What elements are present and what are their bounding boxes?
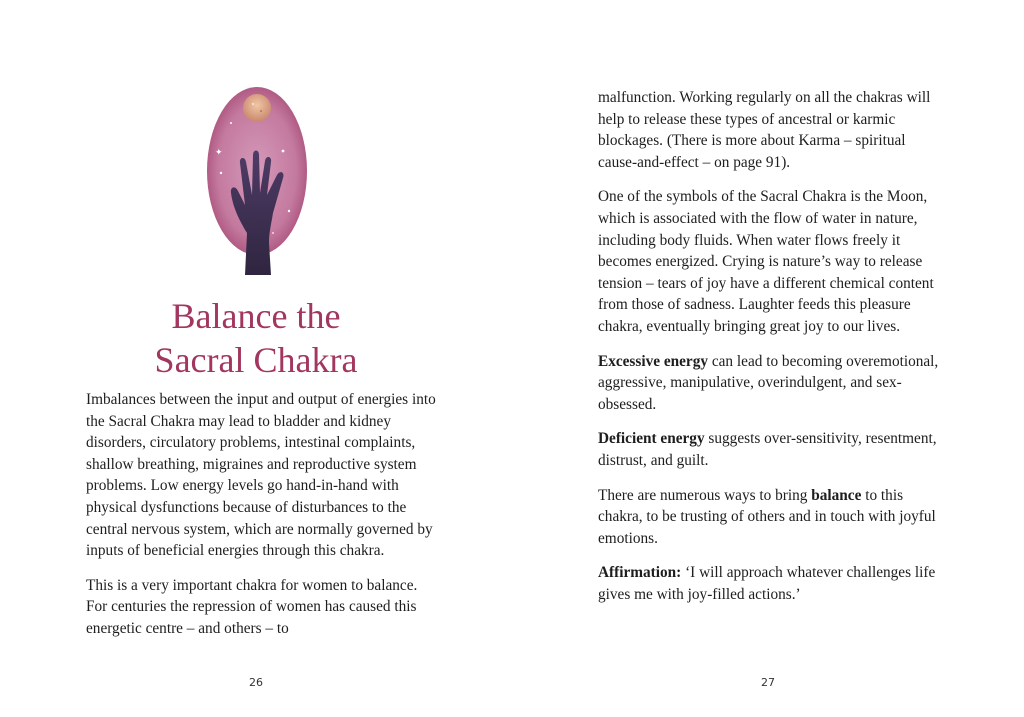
deficient-energy-text: suggests over-sensitivity, resentment, distrust, and guilt. (598, 430, 937, 469)
paragraph: One of the symbols of the Sacral Chakra is the Moon, which is associated with the flow of water in nature, including body fluids. When water flows freely it becomes energized. Crying is nature’s way to release tension – tears of joy have a different chemical content from those of sadness. Laughter feeds this pleasure chakra, eventually bringing great joy to our lives. (598, 188, 934, 335)
left-body-text (86, 389, 436, 653)
title-line-2: Sacral Chakra (154, 340, 358, 380)
page-number: 26 (249, 676, 263, 689)
paragraph-balance (598, 485, 948, 550)
excessive-energy-label: Excessive energy (598, 352, 709, 370)
paragraph: malfunction. Working regularly on all the chakras will help to release these types of ancestral or karmic blockages. (There is more about Karma – spiritual cause-and-effect – on page 91). (598, 89, 931, 171)
page-number: 27 (761, 676, 775, 689)
hand-reaching-moon-icon (201, 83, 313, 275)
title-line-1: Balance the (171, 296, 341, 336)
balance-text-after: to this chakra, to be trusting of others and in touch with joyful emotions. (598, 486, 936, 547)
affirmation-label: Affirmation: (598, 564, 682, 582)
excessive-energy-text: can lead to becoming overemotional, aggressive, manipulative, overindulgent, and sex-obsessed. (598, 352, 939, 413)
deficient-energy-label: Deficient energy (598, 430, 705, 448)
page-title (86, 294, 426, 382)
right-page (512, 0, 1024, 717)
svg-text:✦: ✦ (215, 148, 223, 158)
paragraph: Imbalances between the input and output of energies into the Sacral Chakra may lead to bladder and kidney disorders, circulatory problems, intestinal complaints, shallow breathing, migraines and reproductive system problems. Low energy levels go hand-in-hand with physical dysfunctions because of disturbances to the central nervous system, which are normally governed by inputs of beneficial energies through this chakra. (86, 391, 436, 560)
paragraph: This is a very important chakra for women to balance. For centuries the repression of women has caused this energetic centre – and others – to (86, 576, 418, 637)
right-body-text (598, 87, 948, 618)
paragraph-excessive-energy (598, 351, 948, 416)
paragraph-deficient-energy (598, 428, 948, 471)
affirmation-text: ‘I will approach whatever challenges life gives me with joy-filled actions.’ (598, 564, 936, 603)
paragraph-affirmation (598, 562, 948, 605)
balance-label: balance (811, 486, 862, 504)
balance-text-before: There are numerous ways to bring (598, 486, 812, 504)
